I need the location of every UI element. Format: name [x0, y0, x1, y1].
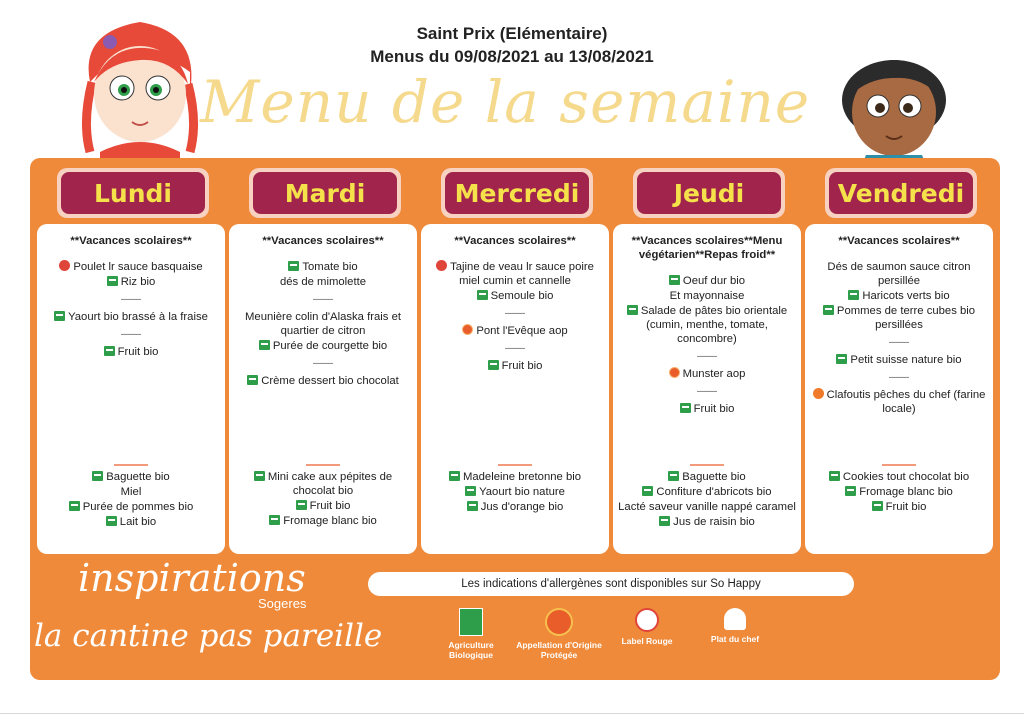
- menu-item-text: Tajine de veau lr sauce poire miel cumin et cannelle: [450, 261, 594, 287]
- menu-item: [617, 485, 797, 499]
- menu-item-text: Fruit bio: [885, 501, 927, 513]
- allergen-note: Les indications d'allergènes sont disponibles sur So Happy: [368, 572, 854, 596]
- snack-divider: [498, 464, 532, 466]
- menu-item-text: Confiture d'abricots bio: [656, 486, 772, 498]
- bio-icon: [823, 305, 834, 315]
- menu-item: [233, 499, 413, 513]
- course-separator: ——: [313, 358, 333, 369]
- label-rouge-icon: [59, 260, 70, 271]
- menu-item-text: Haricots verts bio: [862, 290, 950, 302]
- menu-de-la-semaine-title: Menu de la semaine: [200, 68, 811, 136]
- menu-item-text: Poulet lr sauce basquaise: [73, 261, 203, 273]
- bio-icon: [872, 501, 883, 511]
- menu-item-text: Pommes de terre cubes bio persillées: [836, 305, 976, 331]
- snack-items: [617, 470, 797, 530]
- menu-item: [425, 260, 605, 288]
- legend-aop: Appellation d'Origine Protégée: [514, 608, 604, 660]
- menu-item: [425, 359, 605, 373]
- lunch-items: [425, 260, 605, 373]
- lunch-items: [617, 274, 797, 416]
- menu-item: [41, 500, 221, 514]
- menu-item-text: Jus de raisin bio: [673, 516, 755, 528]
- bio-icon: [680, 403, 691, 413]
- chef-hat-icon: [724, 608, 746, 630]
- course-separator: ——: [121, 294, 141, 305]
- course-separator: ——: [697, 386, 717, 397]
- menu-item: [41, 260, 221, 274]
- inspirations-logo: inspirations: [78, 556, 306, 600]
- menu-item-text: Yaourt bio nature: [479, 486, 565, 498]
- aop-icon: [545, 608, 573, 636]
- bio-icon: [247, 375, 258, 385]
- lunch-items: [41, 260, 221, 359]
- school-title: Saint Prix (Elémentaire): [416, 24, 608, 43]
- bio-icon: [627, 305, 638, 315]
- bio-icon: [107, 276, 118, 286]
- bio-icon: [106, 516, 117, 526]
- bio-icon: [296, 500, 307, 510]
- label-rouge-icon: [436, 260, 447, 271]
- bio-icon: [54, 311, 65, 321]
- bio-icon: [829, 471, 840, 481]
- menu-item: [617, 304, 797, 346]
- day-column-lundi: [37, 224, 225, 554]
- menu-item-text: Miel: [120, 486, 142, 498]
- agriculture-biologique-icon: [459, 608, 483, 636]
- menu-item-text: Semoule bio: [490, 290, 554, 302]
- lunch-menu: [617, 234, 797, 417]
- menu-item-text: Clafoutis pêches du chef (farine locale): [826, 389, 986, 415]
- menu-item-text: Tomate bio: [302, 261, 358, 273]
- course-separator: ——: [697, 351, 717, 362]
- menu-item: [425, 324, 605, 338]
- legend-label-rouge: Label Rouge: [602, 608, 692, 646]
- bio-icon: [449, 471, 460, 481]
- day-column-mercredi: [421, 224, 609, 554]
- menu-item: [233, 374, 413, 388]
- menu-item-text: Fruit bio: [117, 346, 159, 358]
- menu-item: [41, 515, 221, 529]
- menu-item-text: dés de mimolette: [279, 276, 367, 288]
- menu-item-text: Petit suisse nature bio: [850, 354, 962, 366]
- course-separator: ——: [505, 308, 525, 319]
- menu-item: [233, 275, 413, 289]
- lunch-menu: [809, 234, 989, 417]
- bio-icon: [477, 290, 488, 300]
- bio-icon: [254, 471, 265, 481]
- menu-item: [233, 470, 413, 498]
- lunch-items: [809, 260, 989, 416]
- menu-item: [809, 260, 989, 288]
- course-separator: ——: [121, 329, 141, 340]
- snack-items: [233, 470, 413, 529]
- menu-item-text: Yaourt bio brassé à la fraise: [68, 311, 208, 323]
- day-header: **Vacances scolaires**: [454, 235, 576, 247]
- menu-item: [809, 485, 989, 499]
- lunch-items: [233, 260, 413, 388]
- menu-item: [617, 470, 797, 484]
- course-separator: ——: [313, 294, 333, 305]
- chef-icon: [813, 388, 824, 399]
- menu-item: [425, 500, 605, 514]
- menu-item: [233, 260, 413, 274]
- tab-jeudi: Jeudi: [633, 168, 785, 218]
- menu-item: [809, 304, 989, 332]
- menu-item-text: Munster aop: [682, 368, 746, 380]
- bio-icon: [848, 290, 859, 300]
- bio-icon: [104, 346, 115, 356]
- menu-item-text: Cookies tout chocolat bio: [842, 471, 970, 483]
- menu-item-text: Fruit bio: [693, 403, 735, 415]
- menu-item: [617, 402, 797, 416]
- snack-items: [425, 470, 605, 515]
- snack-divider: [114, 464, 148, 466]
- bio-icon: [465, 486, 476, 496]
- day-header: **Vacances scolaires**Menu végétarien**Repas froid**: [631, 235, 783, 261]
- menu-item: [617, 515, 797, 529]
- menu-item-text: Baguette bio: [106, 471, 170, 483]
- menu-item: [809, 388, 989, 416]
- menu-item-text: Fruit bio: [501, 360, 543, 372]
- menu-item: [41, 275, 221, 289]
- day-header: **Vacances scolaires**: [70, 235, 192, 247]
- menu-item: [41, 310, 221, 324]
- menu-item: [425, 470, 605, 484]
- menu-item: [809, 500, 989, 514]
- menu-item: [617, 367, 797, 381]
- girl-illustration: [70, 12, 220, 162]
- menu-item-text: Lait bio: [119, 516, 157, 528]
- bio-icon: [467, 501, 478, 511]
- menu-item-text: Meunière colin d'Alaska frais et quartier de citron: [245, 311, 401, 337]
- bio-icon: [642, 486, 653, 496]
- bio-icon: [259, 340, 270, 350]
- menu-item: [41, 470, 221, 484]
- menu-item-text: Baguette bio: [682, 471, 746, 483]
- menu-item-text: Fruit bio: [309, 500, 351, 512]
- bio-icon: [488, 360, 499, 370]
- menu-item: [233, 514, 413, 528]
- tab-mercredi: Mercredi: [441, 168, 593, 218]
- menu-item: [809, 289, 989, 303]
- snack-items: [809, 470, 989, 515]
- menu-item-text: Fromage blanc bio: [283, 515, 377, 527]
- course-separator: ——: [889, 372, 909, 383]
- menu-item-text: Mini cake aux pépites de chocolat bio: [267, 471, 393, 497]
- bio-icon: [845, 486, 856, 496]
- menu-item: [41, 345, 221, 359]
- menu-item: [617, 289, 797, 303]
- menu-item-text: Et mayonnaise: [669, 290, 745, 302]
- menu-item-text: Crème dessert bio chocolat: [261, 375, 399, 387]
- bio-icon: [668, 471, 679, 481]
- course-separator: ——: [505, 343, 525, 354]
- menu-item-text: Jus d'orange bio: [480, 501, 564, 513]
- menu-item: [41, 485, 221, 499]
- menu-item-text: Lacté saveur vanille nappé caramel: [618, 501, 796, 513]
- snack-divider: [690, 464, 724, 466]
- aop-icon: [669, 367, 680, 378]
- bio-icon: [836, 354, 847, 364]
- menu-period: Menus du 09/08/2021 au 13/08/2021: [370, 47, 654, 66]
- lunch-menu: [233, 234, 413, 389]
- label-rouge-icon: [635, 608, 659, 632]
- day-column-mardi: [229, 224, 417, 554]
- aop-icon: [462, 324, 473, 335]
- menu-item: [617, 274, 797, 288]
- tab-vendredi: Vendredi: [825, 168, 977, 218]
- page-bottom-rule: [0, 713, 1024, 714]
- menu-item-text: Madeleine bretonne bio: [462, 471, 582, 483]
- tab-lundi: Lundi: [57, 168, 209, 218]
- menu-item: [809, 353, 989, 367]
- boy-illustration: [830, 40, 960, 165]
- menu-item: [425, 289, 605, 303]
- menu-item: [233, 310, 413, 338]
- snack-divider: [882, 464, 916, 466]
- bio-icon: [659, 516, 670, 526]
- course-separator: ——: [889, 337, 909, 348]
- legend-plat-du-chef: Plat du chef: [690, 608, 780, 644]
- day-header: **Vacances scolaires**: [262, 235, 384, 247]
- menu-item-text: Riz bio: [120, 276, 156, 288]
- menu-item-text: Purée de pommes bio: [82, 501, 194, 513]
- menu-item: [233, 339, 413, 353]
- menu-item: [809, 470, 989, 484]
- menu-item-text: Pont l'Evêque aop: [476, 325, 568, 337]
- legend-bio: Agriculture Biologique: [426, 608, 516, 660]
- tagline: la cantine pas pareille: [34, 618, 383, 654]
- menu-item-text: Oeuf dur bio: [682, 275, 746, 287]
- menu-item-text: Salade de pâtes bio orientale (cumin, menthe, tomate, concombre): [640, 305, 788, 345]
- day-header: **Vacances scolaires**: [838, 235, 960, 247]
- bio-icon: [288, 261, 299, 271]
- snack-items: [41, 470, 221, 530]
- menu-item: [425, 485, 605, 499]
- bio-icon: [269, 515, 280, 525]
- snack-divider: [306, 464, 340, 466]
- lunch-menu: [41, 234, 221, 360]
- sogeres-logo: Sogeres: [258, 596, 307, 611]
- menu-item-text: Fromage blanc bio: [859, 486, 953, 498]
- lunch-menu: [425, 234, 605, 374]
- menu-item: [617, 500, 797, 514]
- tab-mardi: Mardi: [249, 168, 401, 218]
- menu-item-text: Purée de courgette bio: [272, 340, 388, 352]
- day-column-vendredi: [805, 224, 993, 554]
- day-column-jeudi: [613, 224, 801, 554]
- bio-icon: [92, 471, 103, 481]
- bio-icon: [69, 501, 80, 511]
- bio-icon: [669, 275, 680, 285]
- menu-item-text: Dés de saumon sauce citron persillée: [827, 261, 971, 287]
